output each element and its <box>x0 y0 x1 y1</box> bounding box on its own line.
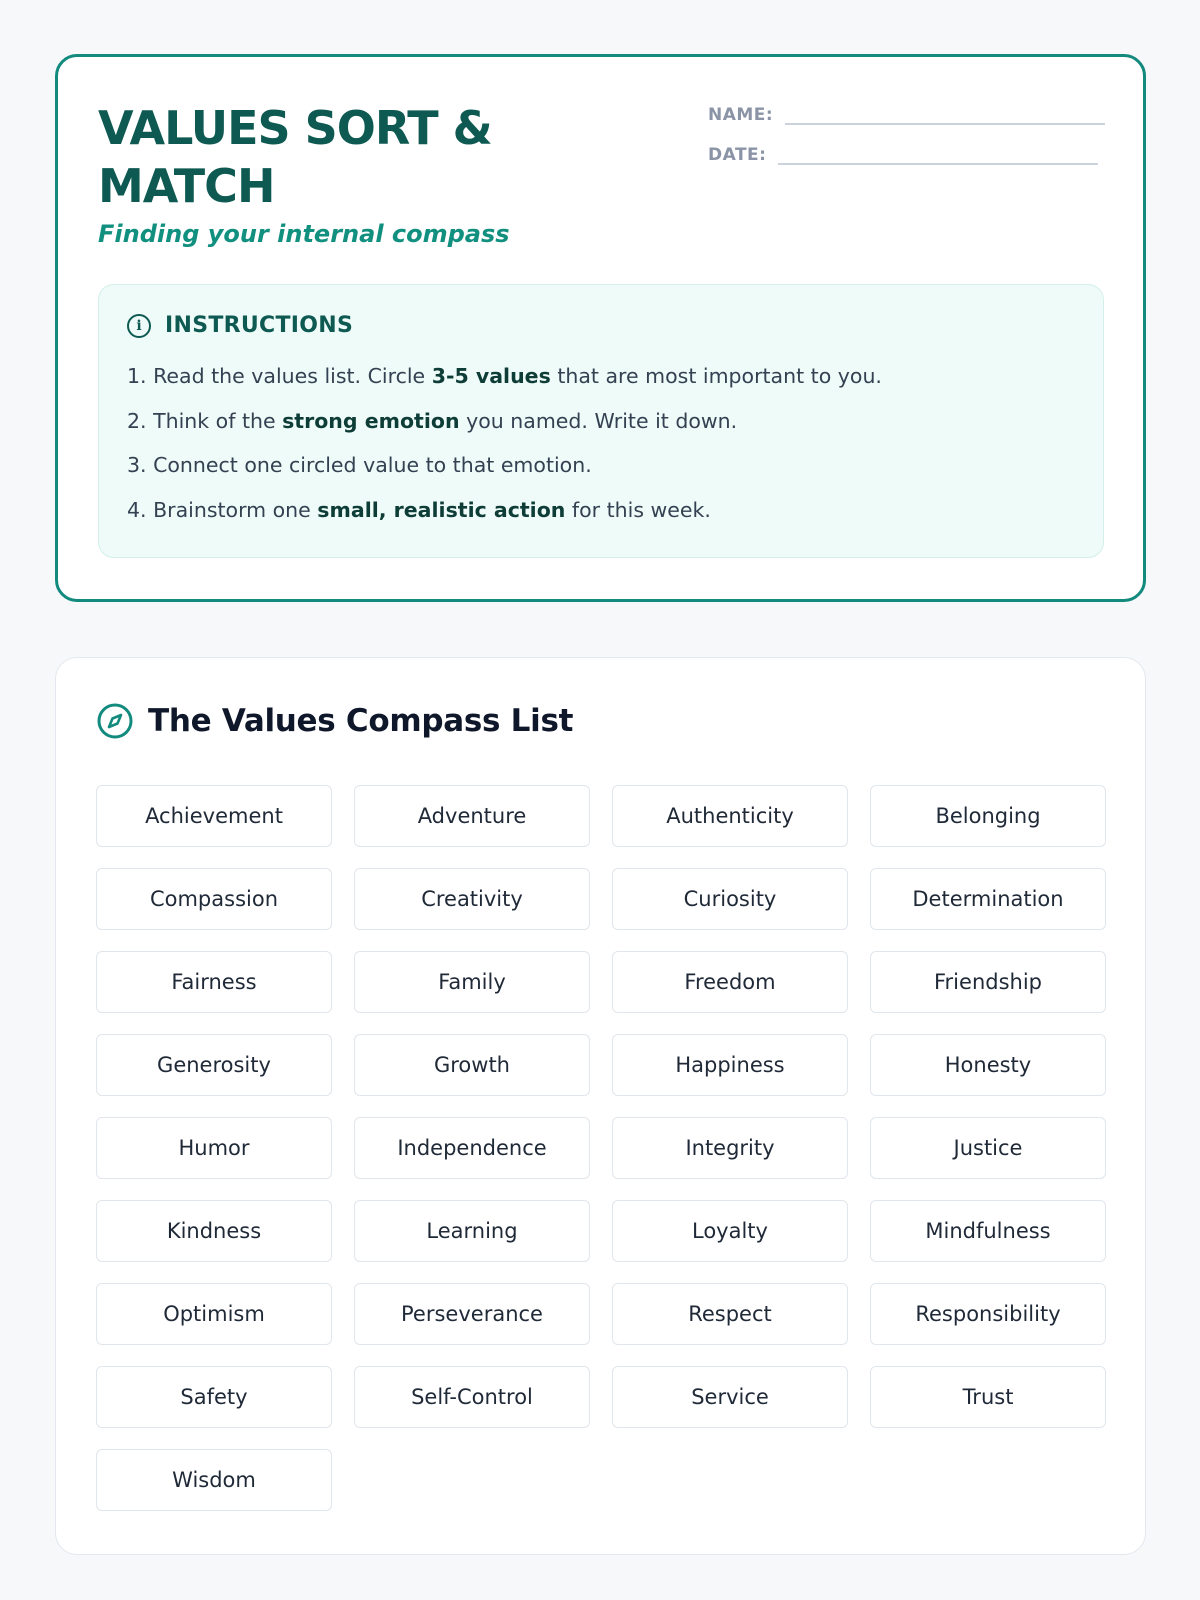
date-field <box>708 141 1098 165</box>
values-grid <box>96 785 1106 1511</box>
value-chip[interactable]: Trust <box>870 1366 1106 1428</box>
value-chip[interactable]: Compassion <box>96 868 332 930</box>
name-input-line[interactable] <box>785 101 1105 125</box>
instructions-header <box>127 313 353 338</box>
value-chip[interactable]: Optimism <box>96 1283 332 1345</box>
value-chip[interactable]: Kindness <box>96 1200 332 1262</box>
instruction-step: 3. Connect one circled value to that emotion. <box>127 453 592 477</box>
name-label: NAME: <box>708 105 774 125</box>
value-chip[interactable]: Growth <box>354 1034 590 1096</box>
instruction-step: 4. Brainstorm one small, realistic action for this week. <box>127 497 711 522</box>
value-chip[interactable]: Belonging <box>870 785 1106 847</box>
instruction-step: 1. Read the values list. Circle 3-5 values that are most important to you. <box>127 364 882 388</box>
compass-icon <box>96 702 134 740</box>
value-chip[interactable]: Independence <box>354 1117 590 1179</box>
instructions-box <box>98 284 1104 558</box>
worksheet-header <box>55 54 1146 602</box>
value-chip[interactable]: Humor <box>96 1117 332 1179</box>
value-chip[interactable]: Happiness <box>612 1034 848 1096</box>
value-chip[interactable]: Integrity <box>612 1117 848 1179</box>
value-chip[interactable]: Creativity <box>354 868 590 930</box>
value-chip[interactable]: Fairness <box>96 951 332 1013</box>
value-chip[interactable]: Learning <box>354 1200 590 1262</box>
value-chip[interactable]: Freedom <box>612 951 848 1013</box>
info-icon: i <box>127 314 151 338</box>
value-chip[interactable]: Justice <box>870 1117 1106 1179</box>
value-chip[interactable]: Responsibility <box>870 1283 1106 1345</box>
value-chip[interactable]: Adventure <box>354 785 590 847</box>
values-header <box>96 702 573 740</box>
instruction-step: 2. Think of the strong emotion you named. Write it down. <box>127 408 738 433</box>
date-input-line[interactable] <box>778 141 1098 165</box>
value-chip[interactable]: Wisdom <box>96 1449 332 1511</box>
value-chip[interactable]: Service <box>612 1366 848 1428</box>
date-label: DATE: <box>708 145 767 165</box>
value-chip[interactable]: Self-Control <box>354 1366 590 1428</box>
value-chip[interactable]: Safety <box>96 1366 332 1428</box>
values-compass-card <box>55 657 1146 1555</box>
instructions-title: INSTRUCTIONS <box>165 313 354 338</box>
value-chip[interactable]: Friendship <box>870 951 1106 1013</box>
value-chip[interactable]: Determination <box>870 868 1106 930</box>
name-field <box>708 101 1105 125</box>
value-chip[interactable]: Respect <box>612 1283 848 1345</box>
page-title: VALUES SORT & MATCH <box>98 101 492 213</box>
value-chip[interactable]: Mindfulness <box>870 1200 1106 1262</box>
page-subtitle: Finding your internal compass <box>98 220 510 248</box>
value-chip[interactable]: Curiosity <box>612 868 848 930</box>
value-chip[interactable]: Achievement <box>96 785 332 847</box>
value-chip[interactable]: Family <box>354 951 590 1013</box>
value-chip[interactable]: Authenticity <box>612 785 848 847</box>
value-chip[interactable]: Loyalty <box>612 1200 848 1262</box>
value-chip[interactable]: Honesty <box>870 1034 1106 1096</box>
instructions-list <box>127 361 882 539</box>
value-chip[interactable]: Generosity <box>96 1034 332 1096</box>
values-section-title: The Values Compass List <box>148 703 574 739</box>
value-chip[interactable]: Perseverance <box>354 1283 590 1345</box>
